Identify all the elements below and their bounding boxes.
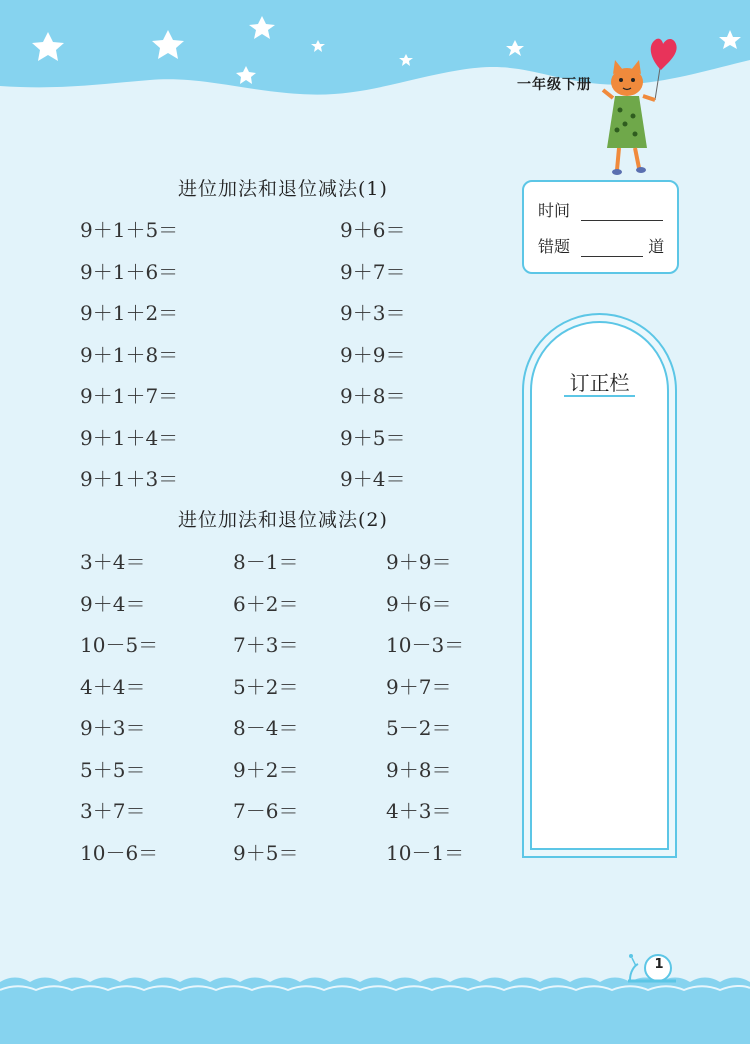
problem: 3＋7＝ (80, 799, 146, 823)
problem: 9＋5＝ (233, 841, 299, 865)
errors-blank[interactable] (581, 240, 643, 257)
problem: 6＋2＝ (233, 592, 299, 616)
time-blank[interactable] (581, 204, 663, 221)
errors-label: 错题 (538, 237, 571, 256)
problem: 9＋6＝ (386, 592, 452, 616)
problem: 9＋9＝ (386, 550, 452, 574)
errors-unit: 道 (648, 237, 665, 256)
problem: 10－1＝ (386, 841, 465, 865)
problem: 9＋4＝ (340, 467, 406, 491)
problem: 8－1＝ (233, 550, 299, 574)
problem: 9＋3＝ (80, 716, 146, 740)
correction-box (522, 313, 677, 858)
time-label: 时间 (538, 201, 571, 220)
problem: 9＋4＝ (80, 592, 146, 616)
correction-area[interactable] (530, 321, 669, 850)
problem: 9＋9＝ (340, 343, 406, 367)
problem: 9＋5＝ (340, 426, 406, 450)
problem: 10－5＝ (80, 633, 159, 657)
problem: 5＋5＝ (80, 758, 146, 782)
section-title-1: 进位加法和退位减法(1) (178, 178, 388, 200)
problem: 9＋6＝ (340, 218, 406, 242)
errors-row (538, 234, 664, 257)
problem: 4＋4＝ (80, 675, 146, 699)
correction-title-underline (564, 395, 635, 397)
problem: 9＋3＝ (340, 301, 406, 325)
problem: 9＋1＋6＝ (80, 260, 179, 284)
section-title-2: 进位加法和退位减法(2) (178, 509, 388, 531)
problem: 8－4＝ (233, 716, 299, 740)
problem: 9＋1＋4＝ (80, 426, 179, 450)
problem: 9＋2＝ (233, 758, 299, 782)
cat-with-balloon-illustration (595, 30, 685, 178)
problem: 10－3＝ (386, 633, 465, 657)
problem: 4＋3＝ (386, 799, 452, 823)
problem: 9＋8＝ (340, 384, 406, 408)
correction-title: 订正栏 (569, 371, 630, 395)
problem: 9＋1＋3＝ (80, 467, 179, 491)
problem: 3＋4＝ (80, 550, 146, 574)
grade-label: 一年级下册 (517, 77, 592, 93)
problem: 9＋1＋8＝ (80, 343, 179, 367)
problem: 7－6＝ (233, 799, 299, 823)
problem: 10－6＝ (80, 841, 159, 865)
problem: 9＋8＝ (386, 758, 452, 782)
problem: 9＋1＋7＝ (80, 384, 179, 408)
problem: 5＋2＝ (233, 675, 299, 699)
problem: 9＋7＝ (340, 260, 406, 284)
time-and-errors-box (522, 180, 679, 274)
problem: 7＋3＝ (233, 633, 299, 657)
time-row (538, 198, 663, 221)
problem: 9＋7＝ (386, 675, 452, 699)
problem: 9＋1＋2＝ (80, 301, 179, 325)
page-number: 1 (654, 957, 664, 972)
problem: 9＋1＋5＝ (80, 218, 179, 242)
problem: 5－2＝ (386, 716, 452, 740)
